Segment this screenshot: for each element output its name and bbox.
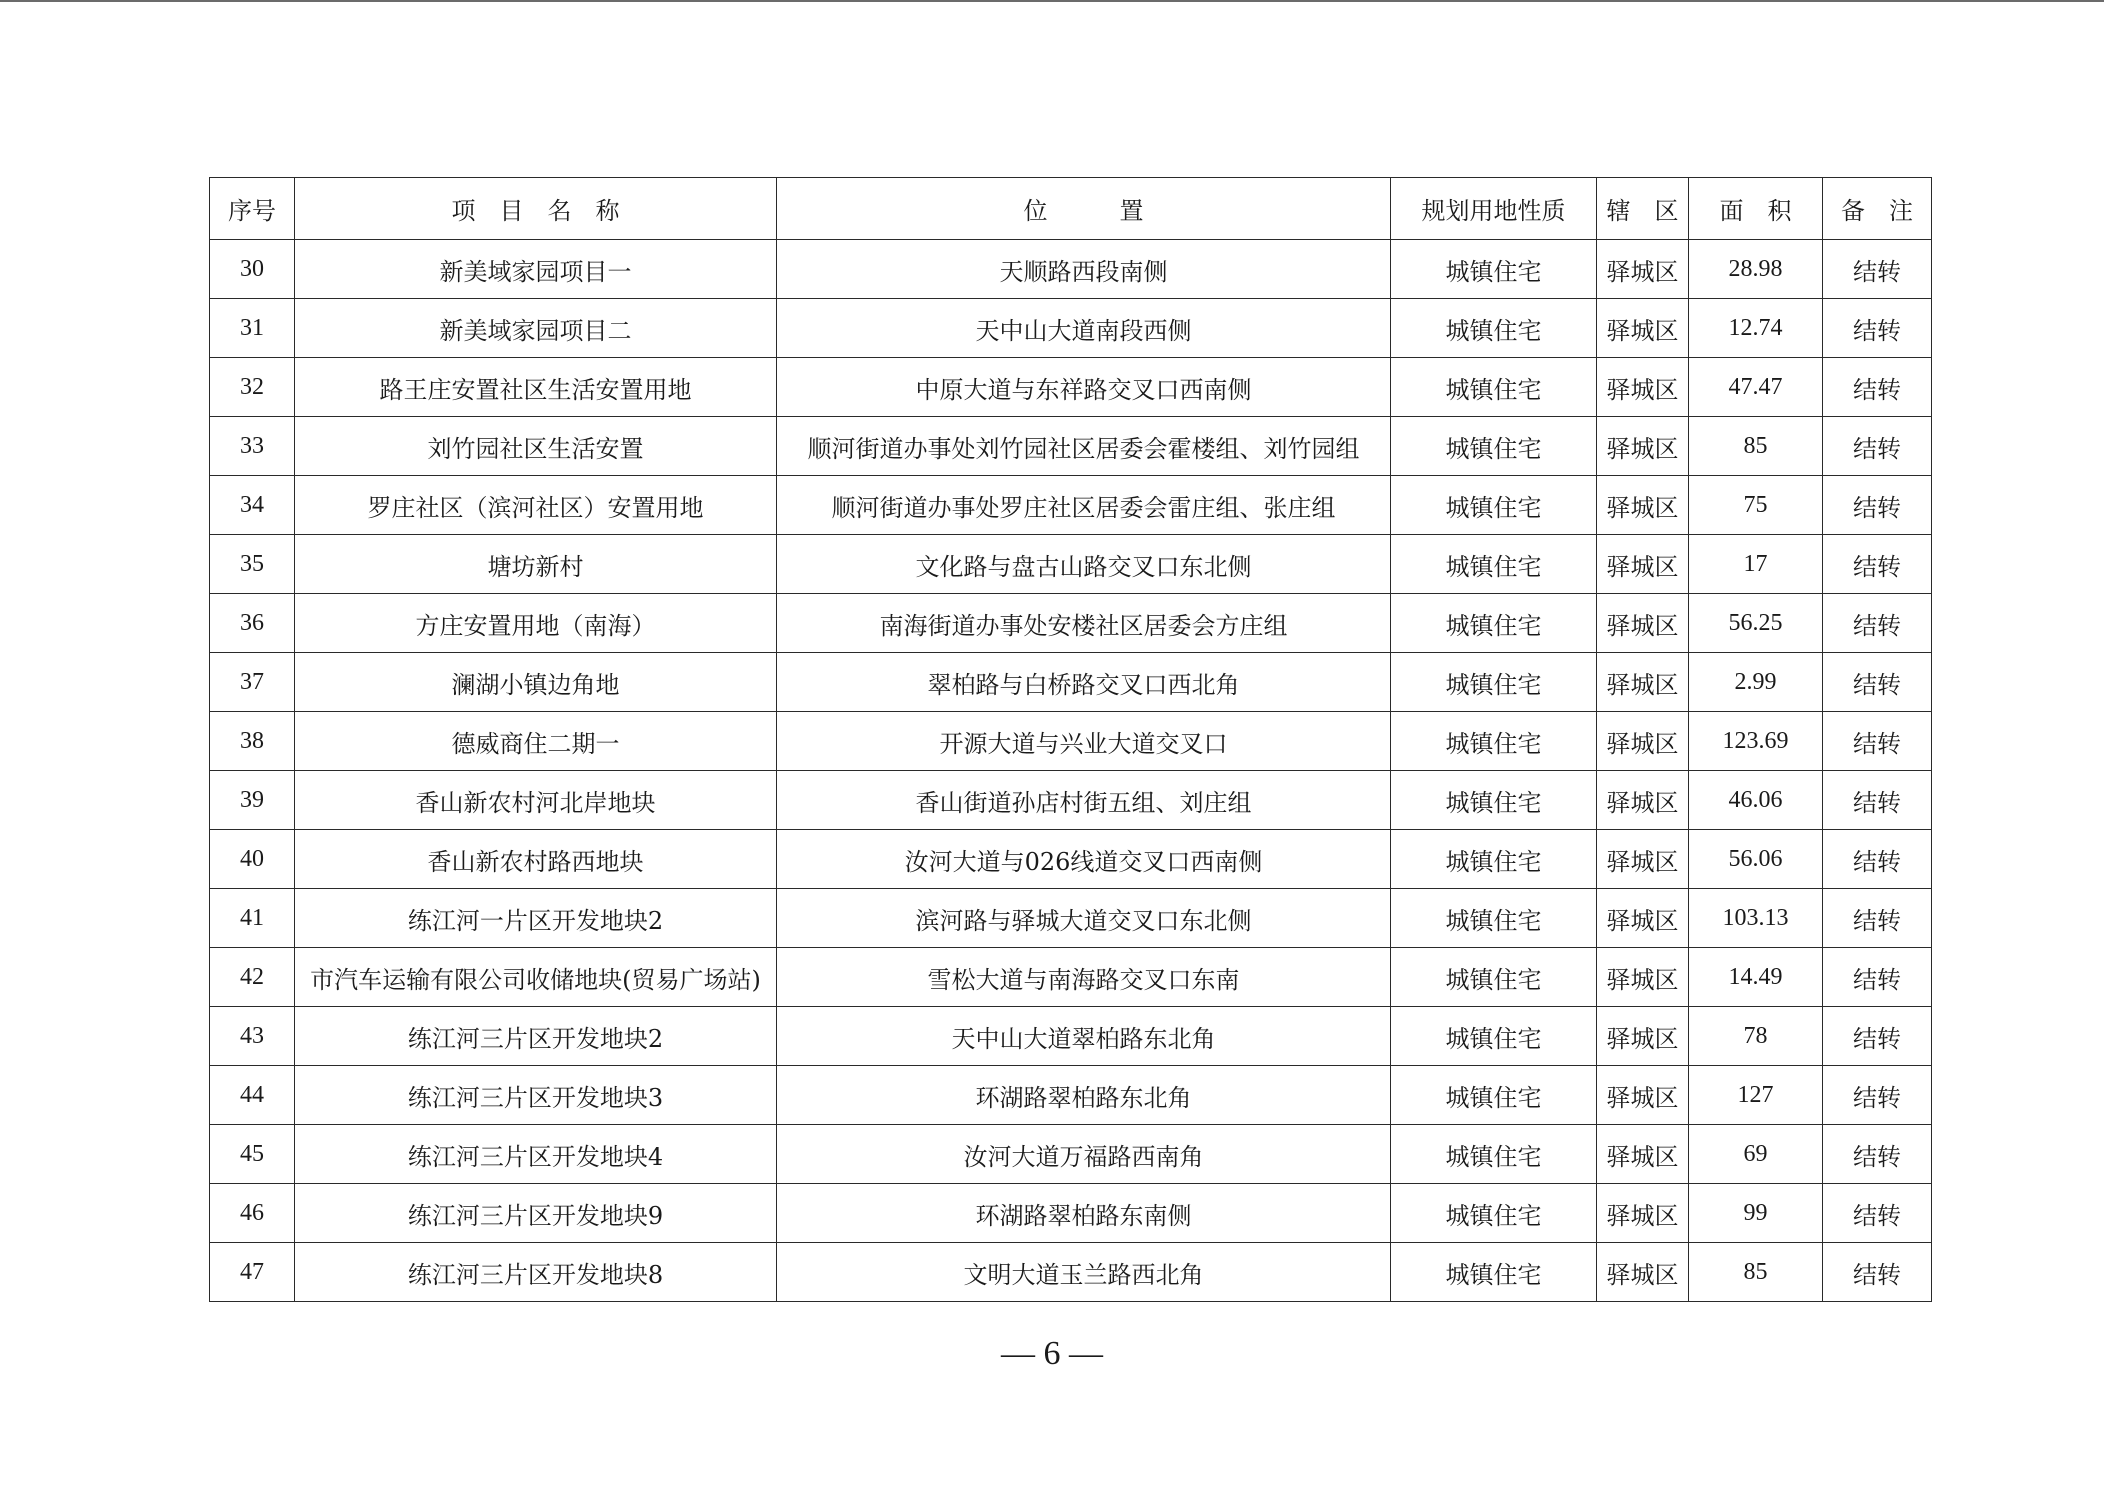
- table-row: [210, 830, 1932, 889]
- table-row: [210, 476, 1932, 535]
- cell-location: 南海街道办事处安楼社区居委会方庄组: [777, 594, 1391, 653]
- header-district: 辖 区: [1597, 178, 1689, 240]
- cell-seq: 37: [210, 653, 295, 712]
- cell-location: 香山街道孙店村街五组、刘庄组: [777, 771, 1391, 830]
- table-row: [210, 417, 1932, 476]
- cell-area: 46.06: [1689, 771, 1823, 830]
- cell-land-use: 城镇住宅: [1391, 1184, 1597, 1243]
- cell-area: 127: [1689, 1066, 1823, 1125]
- cell-project-name: 练江河三片区开发地块3: [295, 1066, 777, 1125]
- cell-area: 56.06: [1689, 830, 1823, 889]
- table-body: [210, 240, 1932, 1302]
- cell-remark: 结转: [1823, 1184, 1932, 1243]
- cell-seq: 33: [210, 417, 295, 476]
- cell-district: 驿城区: [1597, 1243, 1689, 1302]
- cell-seq: 31: [210, 299, 295, 358]
- cell-seq: 36: [210, 594, 295, 653]
- cell-land-use: 城镇住宅: [1391, 771, 1597, 830]
- cell-remark: 结转: [1823, 240, 1932, 299]
- table-row: [210, 1066, 1932, 1125]
- cell-seq: 38: [210, 712, 295, 771]
- cell-district: 驿城区: [1597, 240, 1689, 299]
- table-row: [210, 1007, 1932, 1066]
- cell-project-name: 塘坊新村: [295, 535, 777, 594]
- cell-land-use: 城镇住宅: [1391, 299, 1597, 358]
- cell-location: 滨河路与驿城大道交叉口东北侧: [777, 889, 1391, 948]
- table-row: [210, 712, 1932, 771]
- header-remark: 备 注: [1823, 178, 1932, 240]
- land-project-table: [209, 177, 1932, 1302]
- cell-project-name: 澜湖小镇边角地: [295, 653, 777, 712]
- cell-seq: 44: [210, 1066, 295, 1125]
- cell-remark: 结转: [1823, 653, 1932, 712]
- cell-land-use: 城镇住宅: [1391, 1066, 1597, 1125]
- cell-district: 驿城区: [1597, 476, 1689, 535]
- cell-location: 环湖路翠柏路东南侧: [777, 1184, 1391, 1243]
- cell-remark: 结转: [1823, 594, 1932, 653]
- cell-project-name: 练江河三片区开发地块8: [295, 1243, 777, 1302]
- cell-remark: 结转: [1823, 1007, 1932, 1066]
- cell-project-name: 香山新农村河北岸地块: [295, 771, 777, 830]
- cell-location: 翠柏路与白桥路交叉口西北角: [777, 653, 1391, 712]
- cell-project-name: 新美域家园项目一: [295, 240, 777, 299]
- cell-project-name: 练江河三片区开发地块2: [295, 1007, 777, 1066]
- cell-land-use: 城镇住宅: [1391, 240, 1597, 299]
- cell-project-name: 罗庄社区（滨河社区）安置用地: [295, 476, 777, 535]
- cell-remark: 结转: [1823, 948, 1932, 1007]
- cell-land-use: 城镇住宅: [1391, 1125, 1597, 1184]
- cell-district: 驿城区: [1597, 594, 1689, 653]
- cell-project-name: 练江河一片区开发地块2: [295, 889, 777, 948]
- cell-land-use: 城镇住宅: [1391, 1007, 1597, 1066]
- cell-land-use: 城镇住宅: [1391, 358, 1597, 417]
- cell-area: 85: [1689, 417, 1823, 476]
- cell-area: 28.98: [1689, 240, 1823, 299]
- table-row: [210, 240, 1932, 299]
- cell-project-name: 路王庄安置社区生活安置用地: [295, 358, 777, 417]
- page-number: — 6 —: [1001, 1335, 1103, 1372]
- cell-seq: 30: [210, 240, 295, 299]
- cell-seq: 32: [210, 358, 295, 417]
- cell-project-name: 练江河三片区开发地块4: [295, 1125, 777, 1184]
- cell-land-use: 城镇住宅: [1391, 417, 1597, 476]
- table-row: [210, 299, 1932, 358]
- cell-area: 75: [1689, 476, 1823, 535]
- cell-area: 69: [1689, 1125, 1823, 1184]
- cell-area: 56.25: [1689, 594, 1823, 653]
- cell-district: 驿城区: [1597, 653, 1689, 712]
- cell-seq: 42: [210, 948, 295, 1007]
- cell-seq: 40: [210, 830, 295, 889]
- cell-seq: 46: [210, 1184, 295, 1243]
- cell-location: 中原大道与东祥路交叉口西南侧: [777, 358, 1391, 417]
- table-row: [210, 358, 1932, 417]
- cell-remark: 结转: [1823, 712, 1932, 771]
- cell-location: 雪松大道与南海路交叉口东南: [777, 948, 1391, 1007]
- cell-district: 驿城区: [1597, 299, 1689, 358]
- cell-location: 天中山大道翠柏路东北角: [777, 1007, 1391, 1066]
- cell-land-use: 城镇住宅: [1391, 712, 1597, 771]
- cell-location: 顺河街道办事处罗庄社区居委会雷庄组、张庄组: [777, 476, 1391, 535]
- cell-seq: 47: [210, 1243, 295, 1302]
- cell-seq: 34: [210, 476, 295, 535]
- cell-area: 78: [1689, 1007, 1823, 1066]
- table-row: [210, 535, 1932, 594]
- cell-land-use: 城镇住宅: [1391, 653, 1597, 712]
- cell-district: 驿城区: [1597, 358, 1689, 417]
- cell-location: 开源大道与兴业大道交叉口: [777, 712, 1391, 771]
- cell-location: 天中山大道南段西侧: [777, 299, 1391, 358]
- cell-remark: 结转: [1823, 476, 1932, 535]
- cell-seq: 45: [210, 1125, 295, 1184]
- cell-seq: 39: [210, 771, 295, 830]
- cell-remark: 结转: [1823, 417, 1932, 476]
- cell-land-use: 城镇住宅: [1391, 594, 1597, 653]
- cell-location: 汝河大道万福路西南角: [777, 1125, 1391, 1184]
- cell-district: 驿城区: [1597, 1184, 1689, 1243]
- table-row: [210, 889, 1932, 948]
- header-seq: 序号: [210, 178, 295, 240]
- cell-district: 驿城区: [1597, 1066, 1689, 1125]
- cell-remark: 结转: [1823, 889, 1932, 948]
- cell-area: 2.99: [1689, 653, 1823, 712]
- cell-location: 文明大道玉兰路西北角: [777, 1243, 1391, 1302]
- cell-area: 17: [1689, 535, 1823, 594]
- cell-land-use: 城镇住宅: [1391, 476, 1597, 535]
- cell-project-name: 方庄安置用地（南海）: [295, 594, 777, 653]
- cell-district: 驿城区: [1597, 948, 1689, 1007]
- cell-area: 14.49: [1689, 948, 1823, 1007]
- cell-seq: 35: [210, 535, 295, 594]
- header-land-use: 规划用地性质: [1391, 178, 1597, 240]
- cell-district: 驿城区: [1597, 830, 1689, 889]
- cell-project-name: 练江河三片区开发地块9: [295, 1184, 777, 1243]
- table-row: [210, 771, 1932, 830]
- cell-area: 12.74: [1689, 299, 1823, 358]
- cell-land-use: 城镇住宅: [1391, 830, 1597, 889]
- cell-seq: 43: [210, 1007, 295, 1066]
- cell-district: 驿城区: [1597, 1125, 1689, 1184]
- cell-project-name: 刘竹园社区生活安置: [295, 417, 777, 476]
- cell-area: 103.13: [1689, 889, 1823, 948]
- cell-district: 驿城区: [1597, 771, 1689, 830]
- cell-land-use: 城镇住宅: [1391, 1243, 1597, 1302]
- table-row: [210, 1184, 1932, 1243]
- cell-project-name: 香山新农村路西地块: [295, 830, 777, 889]
- cell-district: 驿城区: [1597, 1007, 1689, 1066]
- cell-location: 天顺路西段南侧: [777, 240, 1391, 299]
- cell-district: 驿城区: [1597, 535, 1689, 594]
- cell-remark: 结转: [1823, 358, 1932, 417]
- cell-project-name: 德威商住二期一: [295, 712, 777, 771]
- cell-remark: 结转: [1823, 299, 1932, 358]
- table-row: [210, 653, 1932, 712]
- cell-remark: 结转: [1823, 1243, 1932, 1302]
- table-row: [210, 594, 1932, 653]
- cell-district: 驿城区: [1597, 889, 1689, 948]
- cell-remark: 结转: [1823, 1066, 1932, 1125]
- header-location: 位 置: [777, 178, 1391, 240]
- top-border-line: [0, 0, 2104, 2]
- cell-remark: 结转: [1823, 535, 1932, 594]
- table-row: [210, 1125, 1932, 1184]
- cell-project-name: 市汽车运输有限公司收储地块(贸易广场站): [295, 948, 777, 1007]
- cell-remark: 结转: [1823, 830, 1932, 889]
- cell-land-use: 城镇住宅: [1391, 535, 1597, 594]
- cell-area: 47.47: [1689, 358, 1823, 417]
- cell-location: 文化路与盘古山路交叉口东北侧: [777, 535, 1391, 594]
- cell-project-name: 新美域家园项目二: [295, 299, 777, 358]
- cell-location: 顺河街道办事处刘竹园社区居委会霍楼组、刘竹园组: [777, 417, 1391, 476]
- header-project-name: 项 目 名 称: [295, 178, 777, 240]
- header-area: 面 积: [1689, 178, 1823, 240]
- cell-seq: 41: [210, 889, 295, 948]
- table-row: [210, 1243, 1932, 1302]
- table-row: [210, 948, 1932, 1007]
- cell-district: 驿城区: [1597, 417, 1689, 476]
- cell-remark: 结转: [1823, 771, 1932, 830]
- cell-area: 85: [1689, 1243, 1823, 1302]
- cell-location: 环湖路翠柏路东北角: [777, 1066, 1391, 1125]
- cell-land-use: 城镇住宅: [1391, 889, 1597, 948]
- cell-remark: 结转: [1823, 1125, 1932, 1184]
- cell-land-use: 城镇住宅: [1391, 948, 1597, 1007]
- cell-location: 汝河大道与026线道交叉口西南侧: [777, 830, 1391, 889]
- cell-area: 123.69: [1689, 712, 1823, 771]
- cell-district: 驿城区: [1597, 712, 1689, 771]
- cell-area: 99: [1689, 1184, 1823, 1243]
- table-header-row: [210, 178, 1932, 240]
